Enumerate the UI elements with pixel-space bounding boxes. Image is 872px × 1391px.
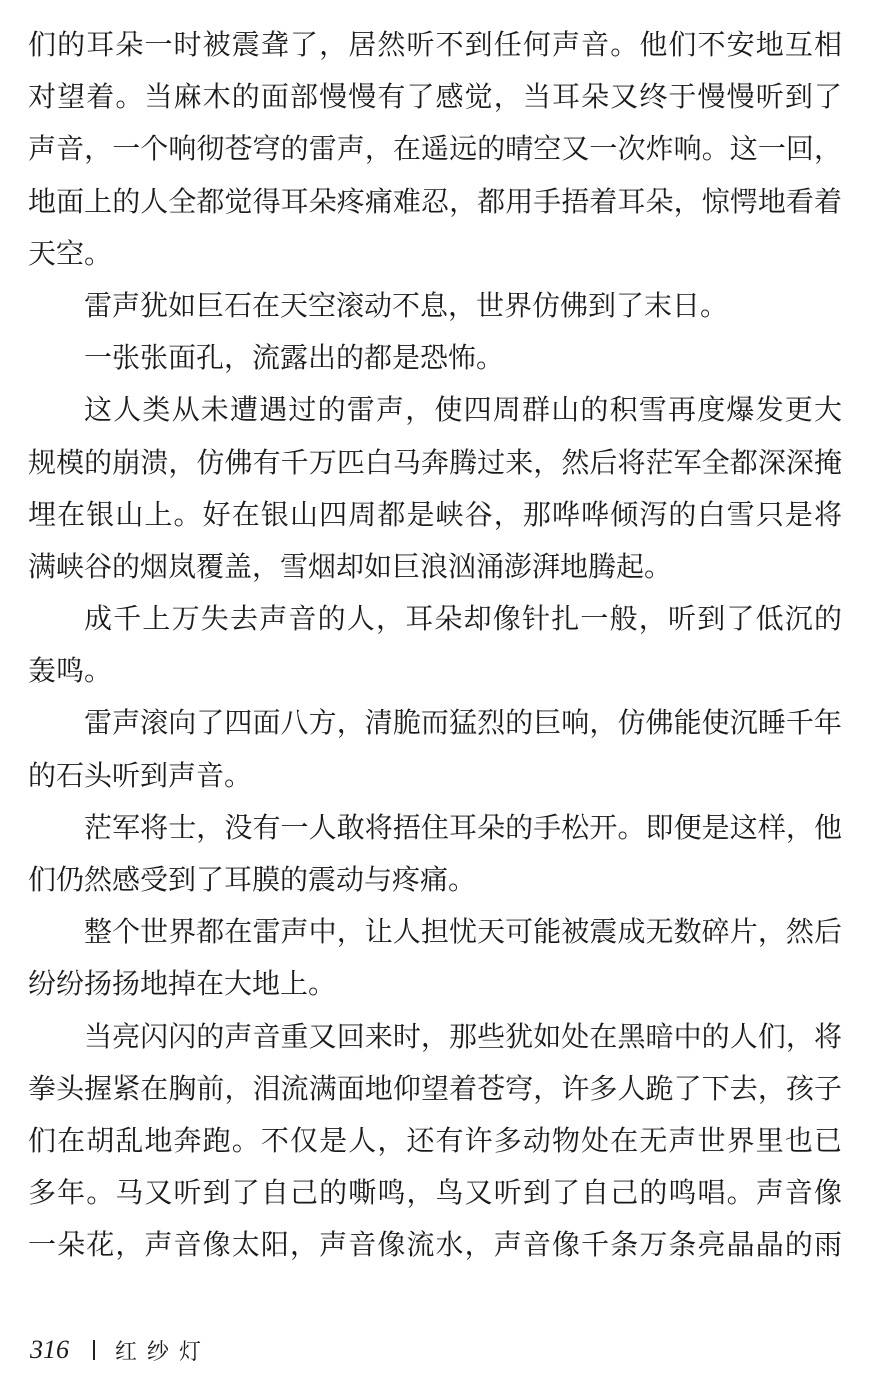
text-line: 轰鸣。	[28, 654, 113, 688]
text-line: 成千上万失去声音的人，耳朵却像针扎一般，听到了低沉的	[84, 602, 842, 636]
book-title: 红纱灯	[115, 1339, 212, 1365]
body-text	[28, 19, 842, 1272]
footer-divider	[93, 1340, 95, 1360]
text-line: 规模的崩溃，仿佛有千万匹白马奔腾过来，然后将茫军全都深深掩	[28, 445, 842, 479]
text-line: 雷声滚向了四面八方，清脆而猛烈的巨响，仿佛能使沉睡千年	[84, 706, 842, 740]
text-line: 满峡谷的烟岚覆盖，雪烟却如巨浪汹涌澎湃地腾起。	[28, 549, 673, 583]
paragraph	[28, 1011, 842, 1272]
text-line: 声音，一个响彻苍穹的雷声，在遥远的晴空又一次炸响。这一回，	[28, 132, 842, 166]
text-line: 纷纷扬扬地掉在大地上。	[28, 967, 337, 1001]
paragraph	[28, 593, 842, 697]
text-line: 天空。	[28, 236, 113, 270]
paragraph	[28, 802, 842, 906]
text-line: 茫军将士，没有一人敢将捂住耳朵的手松开。即便是这样，他	[84, 810, 842, 844]
paragraph	[28, 697, 842, 801]
text-line: 埋在银山上。好在银山四周都是峡谷，那哗哗倾泻的白雪只是将	[28, 497, 842, 531]
text-line: 拳头握紧在胸前，泪流满面地仰望着苍穹，许多人跪了下去，孩子	[28, 1071, 842, 1105]
text-line: 雷声犹如巨石在天空滚动不息，世界仿佛到了末日。	[84, 288, 729, 322]
text-line: 们的耳朵一时被震聋了，居然听不到任何声音。他们不安地互相	[28, 28, 842, 61]
text-line: 地面上的人全都觉得耳朵疼痛难忍，都用手捂着耳朵，惊愕地看着	[28, 184, 842, 218]
text-line: 们仍然感受到了耳膜的震动与疼痛。	[28, 863, 477, 896]
text-line: 们在胡乱地奔跑。不仅是人，还有许多动物处在无声世界里也已	[28, 1123, 842, 1157]
text-line: 当亮闪闪的声音重又回来时，那些犹如处在黑暗中的人们，将	[84, 1019, 842, 1053]
page-number: 316	[30, 1335, 69, 1364]
paragraph	[28, 280, 842, 332]
paragraph	[28, 332, 842, 384]
paragraph	[28, 384, 842, 593]
text-line: 的石头听到声音。	[28, 758, 253, 792]
page-footer	[30, 1332, 211, 1368]
text-line: 整个世界都在雷声中，让人担忧天可能被震成无数碎片，然后	[84, 915, 842, 949]
text-line: 一张张面孔，流露出的都是恐怖。	[84, 341, 505, 375]
text-line: 对望着。当麻木的面部慢慢有了感觉，当耳朵又终于慢慢听到了	[28, 80, 842, 114]
paragraph	[28, 906, 842, 1010]
text-line: 这人类从未遭遇过的雷声，使四周群山的积雪再度爆发更大	[84, 393, 842, 427]
text-line: 多年。马又听到了自己的嘶鸣，鸟又听到了自己的鸣唱。声音像	[28, 1176, 842, 1210]
text-line: 一朵花，声音像太阳，声音像流水，声音像千条万条亮晶晶的雨	[28, 1228, 842, 1262]
paragraph	[28, 19, 842, 280]
